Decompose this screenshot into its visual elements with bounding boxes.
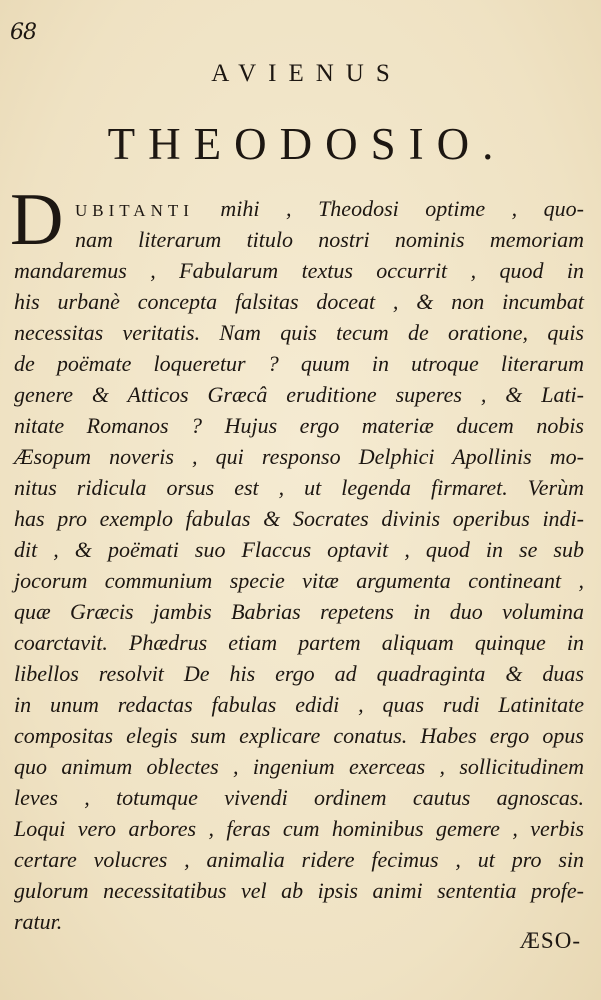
dedication-title: THEODOSIO. (107, 119, 507, 169)
drop-cap-initial: D (10, 179, 64, 261)
text-line-23: gulorum necessitatibus vel ab ipsis animi sententia profe- (14, 878, 584, 903)
text-line-14: quæ Græcis jambis Babrias repetens in duo volumina (14, 599, 584, 624)
lead-word: UBITANTI (75, 201, 194, 220)
running-head: AVIENUS (211, 60, 402, 87)
text-line-5: necessitas veritatis. Nam quis tecum de oratione, quis (14, 320, 584, 345)
text-line-1 (75, 196, 584, 224)
page-number: 68 (10, 20, 36, 45)
text-line-9: Æsopum noveris , qui responso Delphici Apollinis mo- (14, 444, 584, 469)
text-line-6: de poëmate loqueretur ? quum in utroque literarum (14, 351, 584, 376)
text-line-1-rest: mihi , Theodosi optime , quo- (220, 196, 584, 221)
text-line-18: compositas elegis sum explicare conatus. Habes ergo opus (14, 723, 584, 748)
text-line-11: has pro exemplo fabulas & Socrates divinis operibus indi- (14, 506, 584, 531)
text-line-22: certare volucres , animalia ridere fecimus , ut pro sin (14, 847, 584, 872)
text-line-16: libellos resolvit De his ergo ad quadraginta & duas (14, 661, 584, 686)
text-line-17: in unum redactas fabulas edidi , quas rudi Latinitate (14, 692, 584, 717)
text-line-15: coarctavit. Phædrus etiam partem aliquam quinque in (14, 630, 584, 655)
text-line-24: ratur. (14, 909, 63, 934)
text-line-12: dit , & poëmati suo Flaccus optavit , quod in se sub (14, 537, 584, 562)
text-line-2: nam literarum titulo nostri nominis memoriam (75, 227, 584, 252)
text-line-21: Loqui vero arbores , feras cum hominibus gemere , verbis (14, 816, 584, 841)
text-line-19: quo animum oblectes , ingenium exerceas , sollicitudinem (14, 754, 584, 779)
text-line-13: jocorum communium specie vitæ argumenta contineant , (14, 568, 584, 593)
text-line-10: nitus ridicula orsus est , ut legenda firmaret. Verùm (14, 475, 584, 500)
text-line-20: leves , totumque vivendi ordinem cautus agnoscas. (14, 785, 584, 810)
catchword: ÆSO- (519, 928, 581, 953)
text-line-4: his urbanè concepta falsitas doceat , & non incumbat (14, 289, 584, 314)
text-line-3: mandaremus , Fabularum textus occurrit , quod in (14, 258, 584, 283)
text-line-7: genere & Atticos Græcâ eruditione superes , & Lati- (14, 382, 584, 407)
text-line-8: nitate Romanos ? Hujus ergo materiæ ducem nobis (14, 413, 584, 438)
